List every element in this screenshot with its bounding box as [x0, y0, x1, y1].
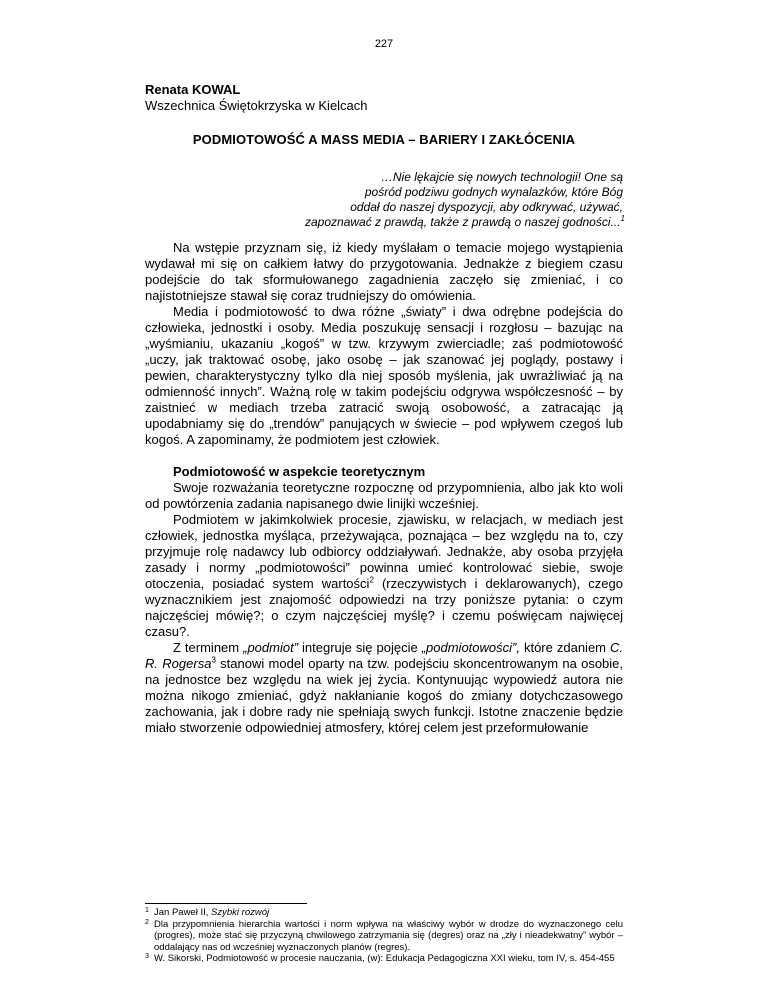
paragraph-text: które zdaniem [519, 640, 610, 655]
section-heading: Podmiotowość w aspekcie teoretycznym [173, 464, 426, 479]
page-number: 227 [374, 38, 394, 50]
footnote-title: Szybki rozwój [211, 907, 270, 918]
motto-line [305, 215, 623, 230]
paragraph-subject [145, 512, 623, 640]
term-podmiotowosc: „podmiotowości”, [421, 640, 520, 655]
footnote-1 [145, 907, 623, 919]
footnote-mark: 3 [145, 953, 149, 960]
footnote-mark: 2 [145, 918, 149, 926]
paragraph-text: Z terminem [173, 640, 244, 655]
footnote-separator [145, 903, 307, 904]
article-title: PODMIOTOWOŚĆ A MASS MEDIA – BARIERY I ZAKŁÓCENIA [192, 132, 576, 147]
term-podmiot: „podmiot” [243, 640, 299, 655]
author-name: Renata KOWAL [145, 82, 241, 97]
paragraph-text: Podmiotem w jakimkolwiek procesie, zjawisku, w relacjach, w mediach jest człowiek, jednostka myśląca, przeżywająca, poznająca – bez względu na to, czy przyjmuje rolę nadawcy lub odbiorcy oddziaływań. Jednakże, aby osoba przyjęła zasady i normy „podmiotowości” powinna umieć kontrolować siebie, swoje otoczenia, posiadać system wartości [145, 512, 623, 591]
motto-line-text: zapoznawać z prawdą, także z prawdą o naszej godności... [305, 215, 621, 229]
footnote-3 [145, 953, 623, 965]
footnote-ref-1[interactable]: 1 [620, 214, 625, 223]
footnote-ref-2[interactable]: 2 [369, 575, 374, 585]
paragraph-media: Media i podmiotowość to dwa różne „światy” i dwa odrębne podejścia do człowieka, jednostki i osoby. Media poszukuję sensacji i rozgłosu – bazując na „wyśmianiu, ukazaniu „kogoś” w tzw. krzywym zwierciadle; zaś podmiotowość „uczy, jak traktować osobę, jako osobę – jak szanować jej poglądy, postawy i pewien, charakterystyczny tylko dla niej sposób myślenia, jak uwrażliwiać ją na odmienność innych”. Ważną rolę w takim podejściu odgrywa współczesność – by zaistnieć w mediach trzeba zatracić swoją osobowość, a zatracając ją upodabniamy się do „trendów” panujących w świecie – pod wpływem czegoś lub kogoś. A zapominamy, że podmiotem jest człowiek. [145, 304, 623, 447]
footnote-2 [145, 919, 623, 954]
footnote-mark: 1 [145, 907, 149, 914]
paragraph-intro: Na wstępie przyznam się, iż kiedy myślałam o temacie mojego wystąpienia wydawał mi się on całkiem łatwy do przygotowania. Jednakże z biegiem czasu podejście do tak sformułowanego zagadnienia zaczęło się zmieniać, i co najistotniejsze stawał się coraz trudniejszy do omówienia. [145, 240, 623, 303]
paragraph-text: (rzeczywistych i deklarowanych), czego wyznacznikiem jest znajomość odpowiedzi na trzy poniższe pytania: o czym najczęściej mówię?; o czym najczęściej myślę? i czemu poświęcam najwięcej czasu?. [145, 576, 623, 639]
paragraph-rogers [145, 640, 623, 736]
footnote-text: Dla przypomnienia hierarchia wartości i norm wpływa na właściwy wybór w drodze do wyznaczonego celu (progres), może stać się przyczyną chwilowego zatrzymania się (degres) oraz na „zły i nieadekwatny” wybór – oddalający nas od wcześniej wyznaczonych planów (regres). [154, 918, 623, 953]
motto-quote [305, 170, 623, 230]
motto-line: pośród podziwu godnych wynalazków, które Bóg [364, 185, 623, 199]
footnote-ref-3[interactable]: 3 [211, 655, 216, 665]
article-body [145, 82, 623, 736]
author-reference: C. R. Rogersa [145, 640, 623, 671]
motto-line: …Nie lękajcie się nowych technologii! One są [380, 170, 623, 184]
footnotes [145, 903, 623, 965]
paragraph-theory-start: Swoje rozważania teoretyczne rozpocznę od przypomnienia, albo jak kto woli od powtórzenia zadania napisanego dwie linijki wcześniej. [145, 480, 623, 511]
motto-line: oddał do naszej dyspozycji, aby odkrywać, używać, [350, 200, 623, 214]
footnote-text: W. Sikorski, Podmiotowość w procesie nauczania, (w): Edukacja Pedagogiczna XXI wieku, tom IV, s. 454-455 [154, 953, 615, 964]
paragraph-text: stanowi model oparty na tzw. podejściu skoncentrowanym na osobie, na jednostce bez względu na wiek jej życia. Kontynuując wypowiedź autora nie można nikogo zmieniać, gdyż nakłanianie kogoś do zmiany dotychczasowego zachowania, jak i dobre rady nie spełniają swych funkcji. Istotne znaczenie będzie miało stworzenie odpowiedniej atmosfery, której celem jest przeformułowanie [145, 656, 624, 735]
author-affiliation: Wszechnica Świętokrzyska w Kielcach [145, 98, 368, 113]
footnote-text: Jan Paweł II, [154, 907, 212, 918]
paragraph-text: integruje się pojęcie [298, 640, 422, 655]
